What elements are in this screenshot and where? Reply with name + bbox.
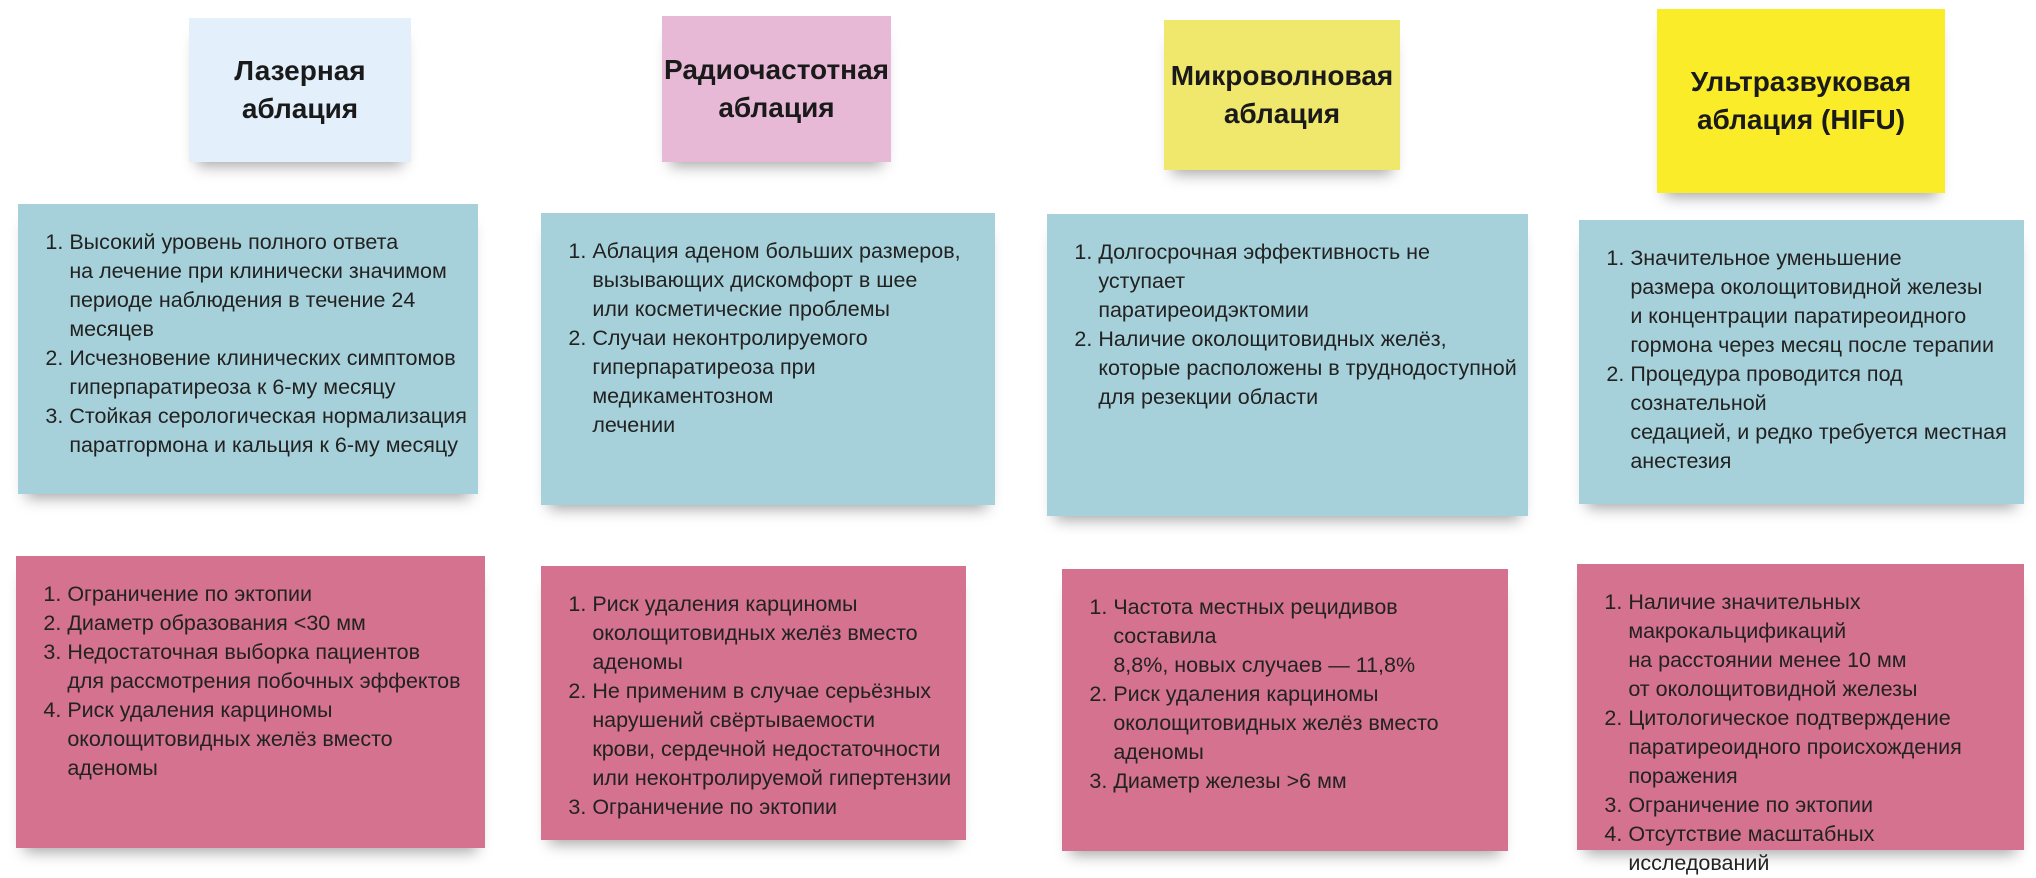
list-item: 2. Исчезновение клинических симптомов гиперпаратиреоза к 6-му месяцу [69, 344, 472, 402]
title-laser: Лазерная аблация [234, 55, 366, 124]
pros-card-laser [18, 204, 478, 494]
list-item: 3. Недостаточная выборка пациентов для рассмотрения побочных эффектов [67, 638, 479, 696]
list-item: 3. Диаметр железы >6 мм [1113, 767, 1502, 796]
pros-list-laser [36, 228, 472, 460]
cons-card-rf [541, 566, 966, 840]
title-rf: Радиочастотная аблация [664, 54, 889, 123]
list-item: 2. Наличие околощитовидных желёз, которые расположены в труднодоступной для резекции области [1098, 325, 1522, 412]
cons-card-hifu [1577, 564, 2024, 875]
list-item: 2. Случаи неконтролируемого гиперпаратиреоза при медикаментозном лечении [592, 324, 989, 440]
list-item: 2. Не применим в случае серьёзных нарушений свёртываемости крови, сердечной недостаточности или неконтролируемой гипертензии [592, 677, 960, 793]
cons-list-rf [559, 590, 960, 822]
cons-list-microwave [1080, 593, 1502, 796]
list-item: 2. Диаметр образования <30 мм [67, 609, 479, 638]
list-item: 1. Риск удаления карциномы околощитовидных желёз вместо аденомы [592, 590, 960, 677]
cons-card-laser [16, 556, 485, 848]
list-item: 1. Высокий уровень полного ответа на лечение при клинически значимом периоде наблюдения в течение 24 месяцев [69, 228, 472, 344]
pros-card-microwave [1047, 214, 1528, 516]
pros-list-microwave [1065, 238, 1522, 412]
list-item: 3. Ограничение по эктопии [592, 793, 960, 822]
title-card-laser [189, 18, 411, 162]
list-item: 2. Процедура проводится под сознательной седацией, и редко требуется местная анестезия [1630, 360, 2018, 476]
list-item: 1. Частота местных рецидивов составила 8,8%, новых случаев — 11,8% [1113, 593, 1502, 680]
list-item: 1. Наличие значительных макрокальцификаций на расстоянии менее 10 мм от околощитовидной железы [1628, 588, 2018, 704]
list-item: 2. Риск удаления карциномы околощитовидных желёз вместо аденомы [1113, 680, 1502, 767]
list-item: 3. Ограничение по эктопии [1628, 791, 2018, 820]
title-card-rf [662, 16, 891, 162]
cons-list-laser [34, 580, 479, 783]
pros-list-rf [559, 237, 989, 440]
list-item: 2. Цитологическое подтверждение паратиреоидного происхождения поражения [1628, 704, 2018, 791]
cons-card-microwave [1062, 569, 1508, 851]
title-card-hifu [1657, 9, 1945, 193]
list-item: 4. Отсутствие масштабных исследований [1628, 820, 2018, 878]
title-microwave: Микроволновая аблация [1170, 60, 1394, 129]
pros-card-rf [541, 213, 995, 505]
list-item: 4. Риск удаления карциномы околощитовидных желёз вместо аденомы [67, 696, 479, 783]
list-item: 1. Ограничение по эктопии [67, 580, 479, 609]
list-item: 1. Долгосрочная эффективность не уступает паратиреоидэктомии [1098, 238, 1522, 325]
pros-card-hifu [1579, 220, 2024, 504]
pros-list-hifu [1597, 244, 2018, 476]
title-hifu: Ультразвуковая аблация (HIFU) [1690, 66, 1912, 135]
title-card-microwave [1164, 20, 1400, 170]
list-item: 1. Аблация аденом больших размеров, вызывающих дискомфорт в шее или косметические проблемы [592, 237, 989, 324]
cons-list-hifu [1595, 588, 2018, 878]
list-item: 3. Стойкая серологическая нормализация паратгормона и кальция к 6-му месяцу [69, 402, 472, 460]
list-item: 1. Значительное уменьшение размера околощитовидной железы и концентрации паратиреоидного гормона через месяц после терапии [1630, 244, 2018, 360]
